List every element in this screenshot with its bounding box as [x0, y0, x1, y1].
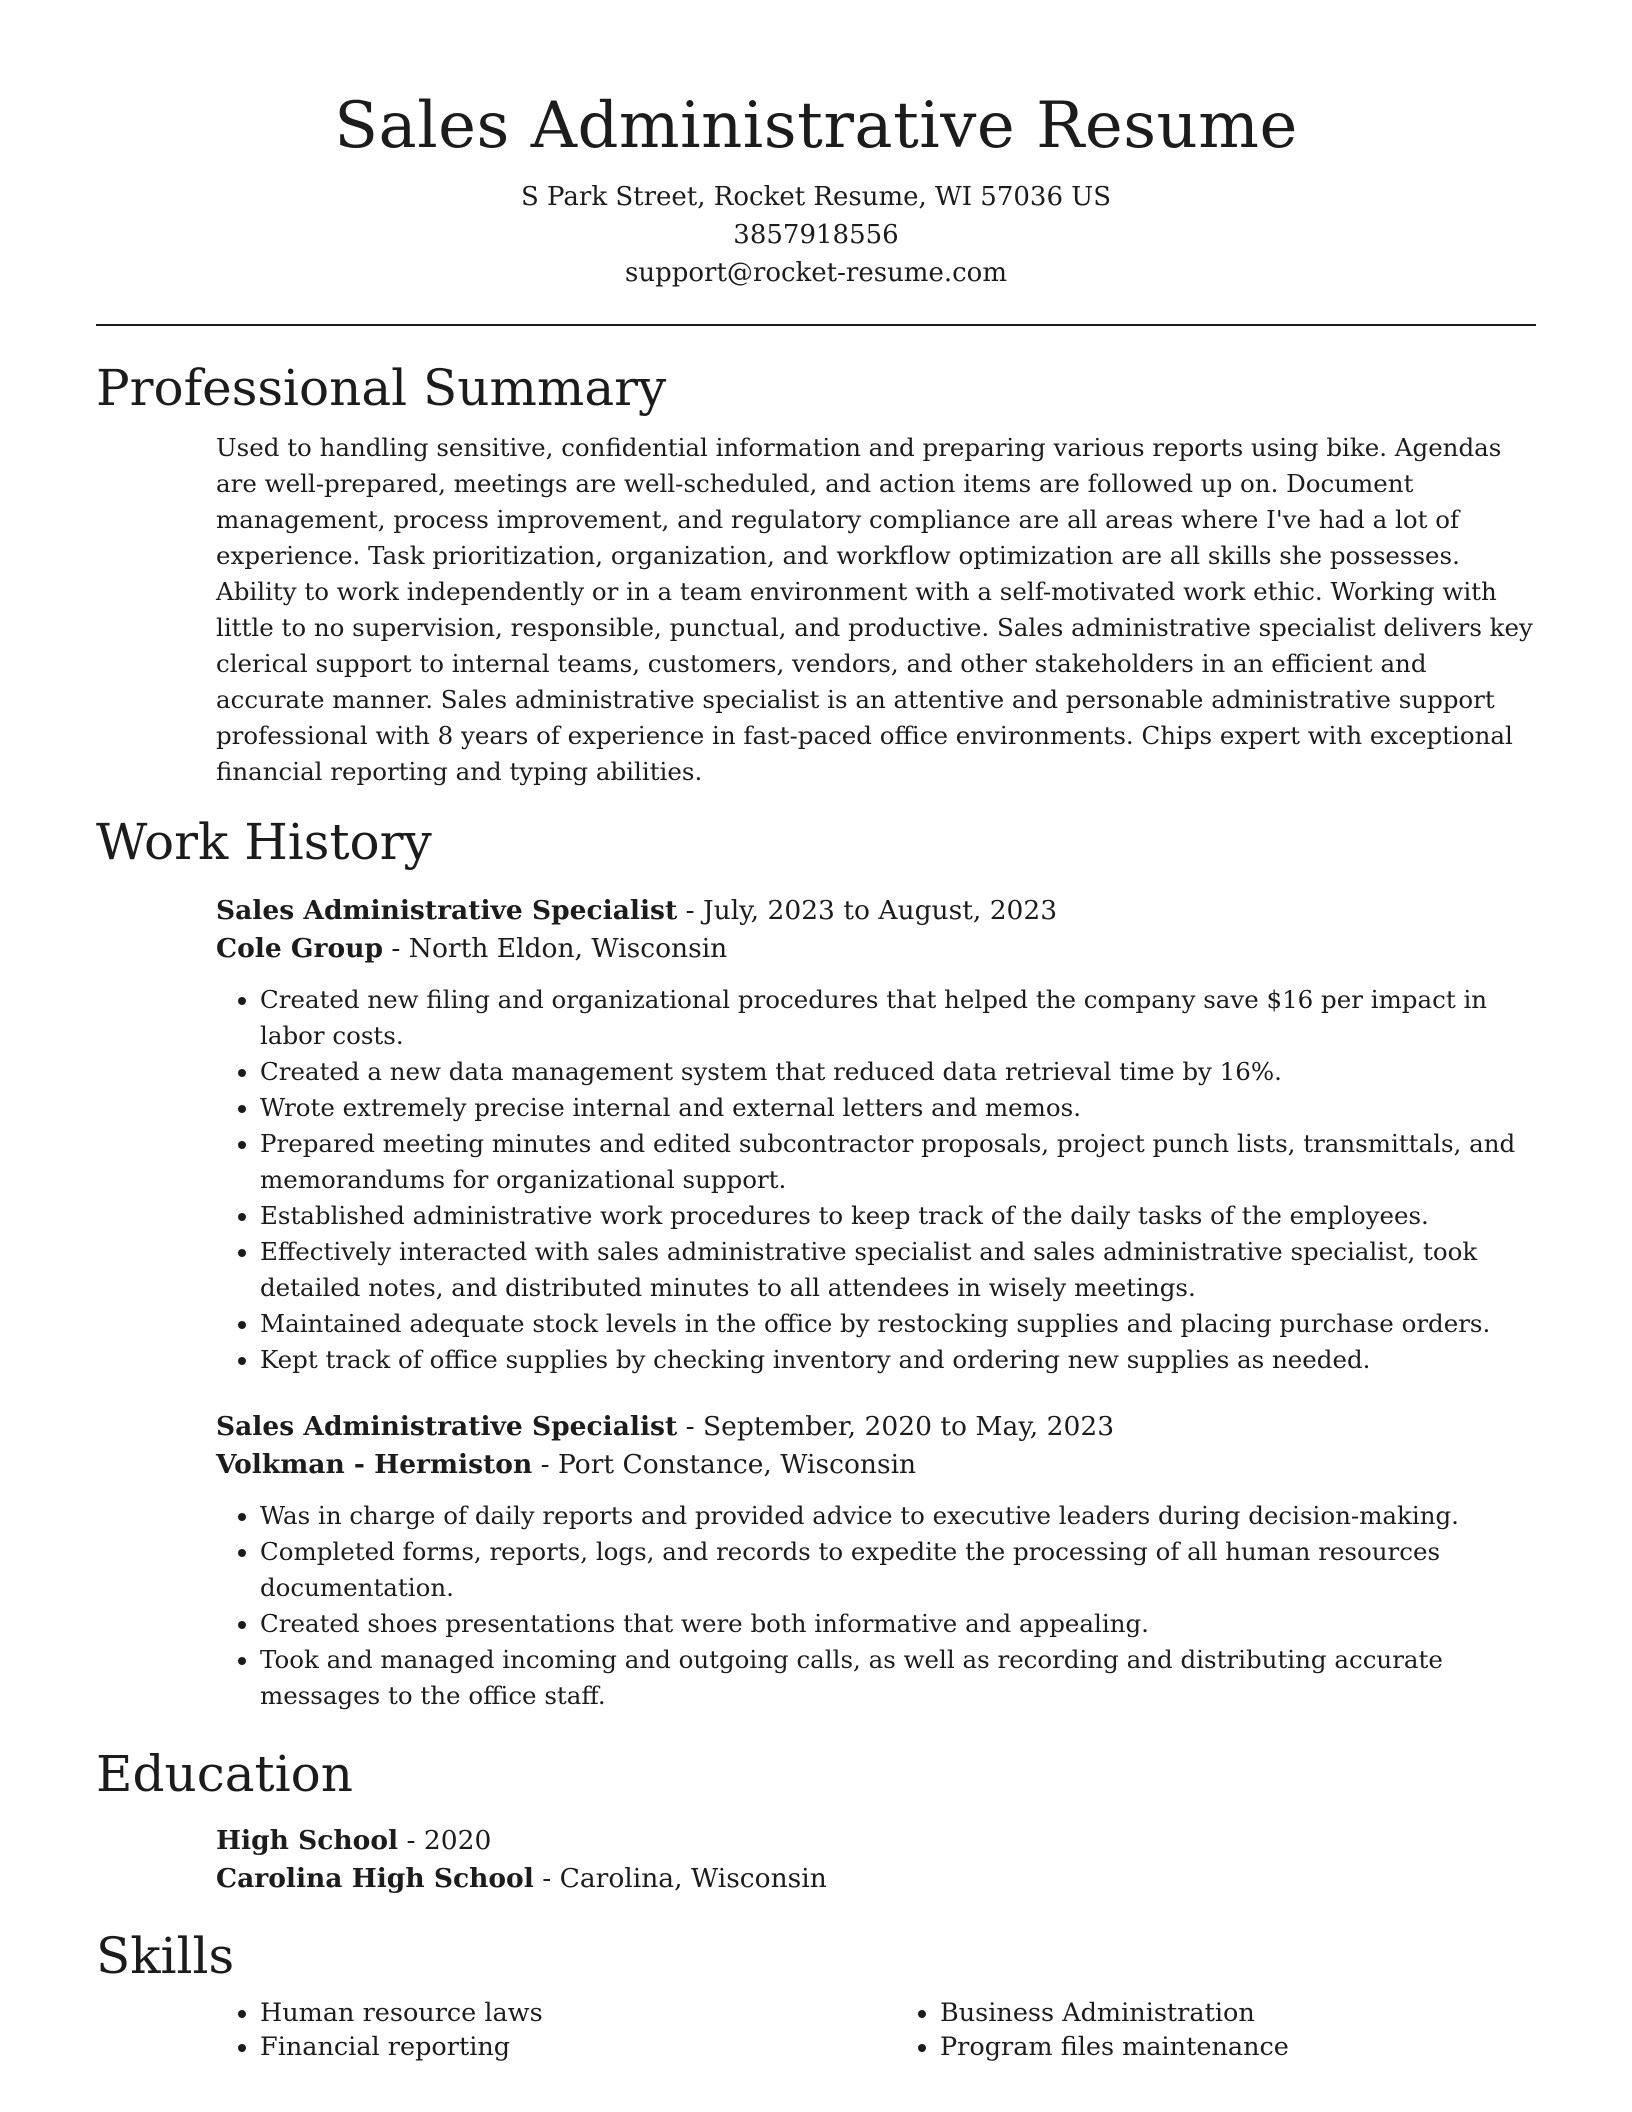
skills-column-right — [896, 1996, 1536, 2064]
skills-heading: Skills — [96, 1927, 235, 1985]
job-location: - Port Constance, Wisconsin — [532, 1449, 917, 1480]
list-item: • Kept track of office supplies by checking inventory and ordering new supplies as needed. — [260, 1342, 1536, 1378]
education-section — [96, 1744, 1536, 1898]
job-company-line — [216, 930, 1536, 968]
job-role: Sales Administrative Specialist — [216, 895, 678, 926]
contact-email[interactable]: support@rocket-resume.com — [624, 258, 1007, 288]
contact-address: S Park Street, Rocket Resume, WI 57036 US — [520, 182, 1111, 212]
job-entry — [96, 1408, 1536, 1714]
education-year: - 2020 — [398, 1825, 492, 1856]
job-dates: - September, 2020 to May, 2023 — [677, 1411, 1115, 1442]
education-heading: Education — [96, 1745, 353, 1803]
job-title-line — [216, 892, 1536, 930]
education-degree: High School — [216, 1825, 399, 1856]
skills-section — [96, 1926, 1536, 2064]
job-company-line — [216, 1446, 1536, 1484]
list-item: • Prepared meeting minutes and edited subcontractor proposals, project punch lists, transmittals, and memorandums for organizational support. — [260, 1126, 1536, 1198]
work-history-heading: Work History — [96, 813, 432, 871]
list-item: • Created new filing and organizational procedures that helped the company save $16 per impact in labor costs. — [260, 982, 1536, 1054]
education-school-line — [216, 1860, 1536, 1898]
education-school: Carolina High School — [216, 1863, 534, 1894]
job-company: Volkman - Hermiston — [216, 1449, 533, 1480]
education-location: - Carolina, Wisconsin — [533, 1863, 827, 1894]
job-entry — [96, 892, 1536, 1378]
contact-phone: 3857918556 — [733, 220, 899, 250]
list-item: • Established administrative work procedures to keep track of the daily tasks of the employees. — [260, 1198, 1536, 1234]
skill-item: • Business Administration — [940, 1996, 1536, 2030]
summary-heading: Professional Summary — [96, 359, 667, 417]
job-location: - North Eldon, Wisconsin — [382, 933, 728, 964]
job-title-line — [216, 1408, 1536, 1446]
job-dates: - July, 2023 to August, 2023 — [677, 895, 1058, 926]
work-history-section — [96, 812, 1536, 1714]
list-item: • Wrote extremely precise internal and external letters and memos. — [260, 1090, 1536, 1126]
summary-text: Used to handling sensitive, confidential information and preparing various reports using bike. Agendas are well-prepared, meetings are well-scheduled, and action items are followed up on. Document management, process improvement, and regulatory compliance are all areas where I've had a lot of experience. Task prioritization, organization, and workflow optimization are all skills she possesses. Ability to work independently or in a team environment with a self-motivated work ethic. Working with little to no supervision, responsible, punctual, and productive. Sales administrative specialist delivers key clerical support to internal teams, customers, vendors, and other stakeholders in an efficient and accurate manner. Sales administrative specialist is an attentive and personable administrative support professional with 8 years of experience in fast-paced office environments. Chips expert with exceptional financial reporting and typing abilities. — [216, 433, 1533, 786]
skills-column-left — [216, 1996, 856, 2064]
job-bullet-list — [216, 982, 1536, 1378]
list-item: • Maintained adequate stock levels in the office by restocking supplies and placing purchase orders. — [260, 1306, 1536, 1342]
skill-item: • Financial reporting — [260, 2030, 856, 2064]
education-entry — [96, 1822, 1536, 1898]
list-item: • Created a new data management system that reduced data retrieval time by 16%. — [260, 1054, 1536, 1090]
list-item: • Effectively interacted with sales administrative specialist and sales administrative specialist, took detailed notes, and distributed minutes to all attendees in wisely meetings. — [260, 1234, 1536, 1306]
resume-header — [96, 0, 1536, 292]
contact-block — [96, 178, 1536, 292]
list-item: • Was in charge of daily reports and provided advice to executive leaders during decision-making. — [260, 1498, 1536, 1534]
skills-grid — [216, 1996, 1536, 2064]
skill-item: • Program files maintenance — [940, 2030, 1536, 2064]
list-item: • Took and managed incoming and outgoing calls, as well as recording and distributing accurate messages to the office staff. — [260, 1642, 1536, 1714]
resume-title: Sales Administrative Resume — [334, 89, 1298, 163]
job-role: Sales Administrative Specialist — [216, 1411, 678, 1442]
job-company: Cole Group — [216, 933, 383, 964]
job-bullet-list — [216, 1498, 1536, 1714]
list-item: • Completed forms, reports, logs, and records to expedite the processing of all human resources documentation. — [260, 1534, 1536, 1606]
education-degree-line — [216, 1822, 1536, 1860]
list-item: • Created shoes presentations that were both informative and appealing. — [260, 1606, 1536, 1642]
summary-section — [96, 358, 1536, 790]
header-divider — [96, 324, 1536, 326]
skill-item: • Human resource laws — [260, 1996, 856, 2030]
